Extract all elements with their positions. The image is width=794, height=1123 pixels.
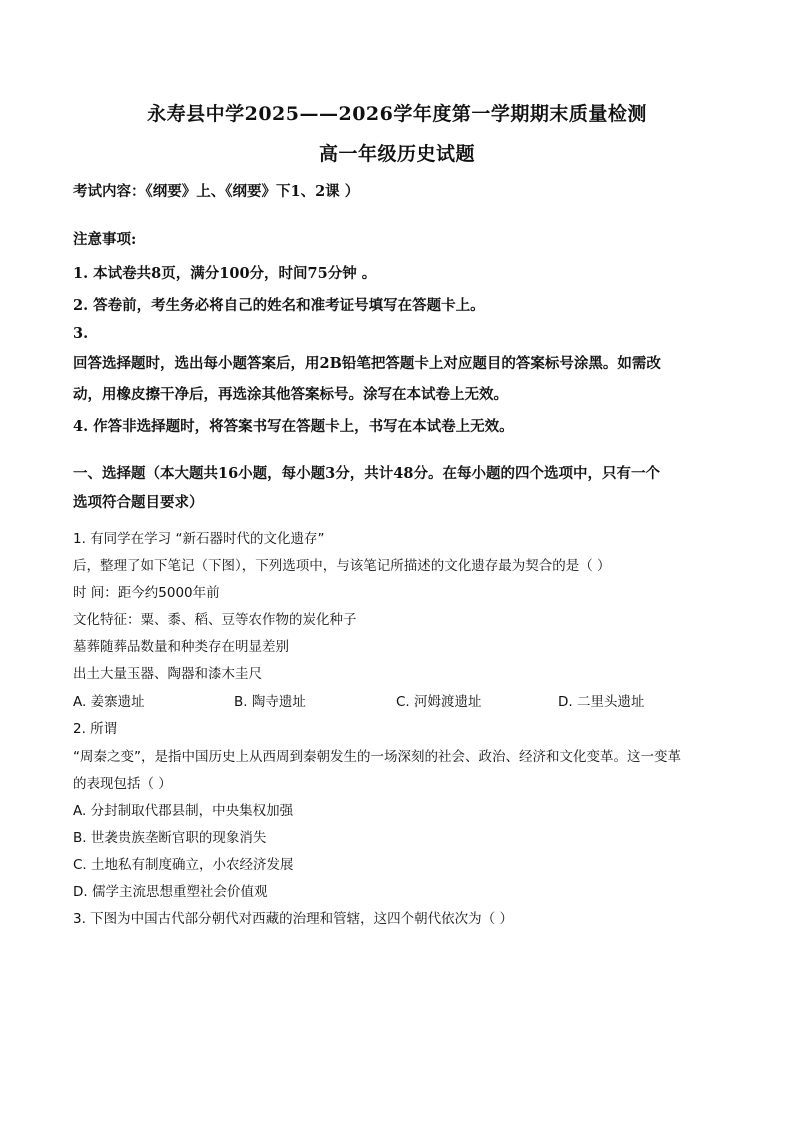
section-heading-line-2: 选项符合题目要求） — [73, 494, 204, 511]
question-1-option-a: A. 姜寨遗址 — [73, 694, 145, 710]
question-1-stem-line-1: 1. 有同学在学习 “新石器时代的文化遗存” — [73, 531, 325, 547]
question-2-option-b: B. 世袭贵族垄断官职的现象消失 — [73, 830, 267, 846]
note-item-4: 4. 作答非选择题时，将答案书写在答题卡上，书写在本试卷上无效。 — [73, 418, 514, 435]
question-2-option-d: D. 儒学主流思想重塑社会价值观 — [73, 884, 268, 900]
exam-content-scope: 考试内容：《纲要》上、《纲要》下1、2课 ） — [73, 183, 360, 200]
question-3-stem-line-1: 3. 下图为中国古代部分朝代对西藏的治理和管辖，这四个朝代依次为（ ） — [73, 911, 513, 927]
notes-heading: 注意事项: — [73, 231, 137, 248]
question-2-stem-line-2: “周秦之变”，是指中国历史上从西周到秦朝发生的一场深刻的社会、政治、经济和文化变革。这一变革 — [73, 749, 681, 765]
note-item-2: 2. 答卷前，考生务必将自己的姓名和准考证号填写在答题卡上。 — [73, 297, 485, 314]
exam-title: 永寿县中学2025——2026学年度第一学期期末质量检测 — [147, 103, 647, 125]
question-2-option-a: A. 分封制取代郡县制，中央集权加强 — [73, 803, 294, 819]
note-item-3-line-1: 回答选择题时，选出每小题答案后，用2B铅笔把答题卡上对应题目的答案标号涂黑。如需改 — [73, 355, 661, 372]
question-1-option-d: D. 二里头遗址 — [558, 694, 645, 710]
note-item-3-number: 3. — [73, 325, 89, 342]
question-2-option-c: C. 土地私有制度确立，小农经济发展 — [73, 857, 294, 873]
question-1-note-line-3: 墓葬随葬品数量和种类存在明显差别 — [73, 639, 289, 655]
question-1-option-b: B. 陶寺遗址 — [234, 694, 306, 710]
question-1-option-c: C. 河姆渡遗址 — [396, 694, 482, 710]
question-1-note-line-2: 文化特征：粟、黍、稻、豆等农作物的炭化种子 — [73, 612, 357, 628]
question-1-note-line-4: 出土大量玉器、陶器和漆木圭尺 — [73, 666, 262, 682]
question-1-stem-line-2: 后，整理了如下笔记（下图），下列选项中，与该笔记所描述的文化遗存最为契合的是（ ） — [73, 558, 611, 574]
exam-subtitle: 高一年级历史试题 — [318, 143, 475, 165]
question-2-stem-line-1: 2. 所谓 — [73, 721, 118, 737]
question-1-options — [73, 690, 723, 710]
question-2-stem-line-3: 的表现包括（ ） — [73, 776, 172, 792]
note-item-3-line-2: 动，用橡皮擦干净后，再选涂其他答案标号。涂写在本试卷上无效。 — [73, 386, 508, 403]
note-item-1: 1. 本试卷共8页，满分100分，时间75分钟 。 — [73, 265, 377, 282]
question-1-note-line-1: 时 间：距今约5000年前 — [73, 585, 220, 601]
section-heading-line-1: 一、选择题（本大题共16小题，每小题3分，共计48分。在每小题的四个选项中，只有一个 — [73, 465, 660, 482]
